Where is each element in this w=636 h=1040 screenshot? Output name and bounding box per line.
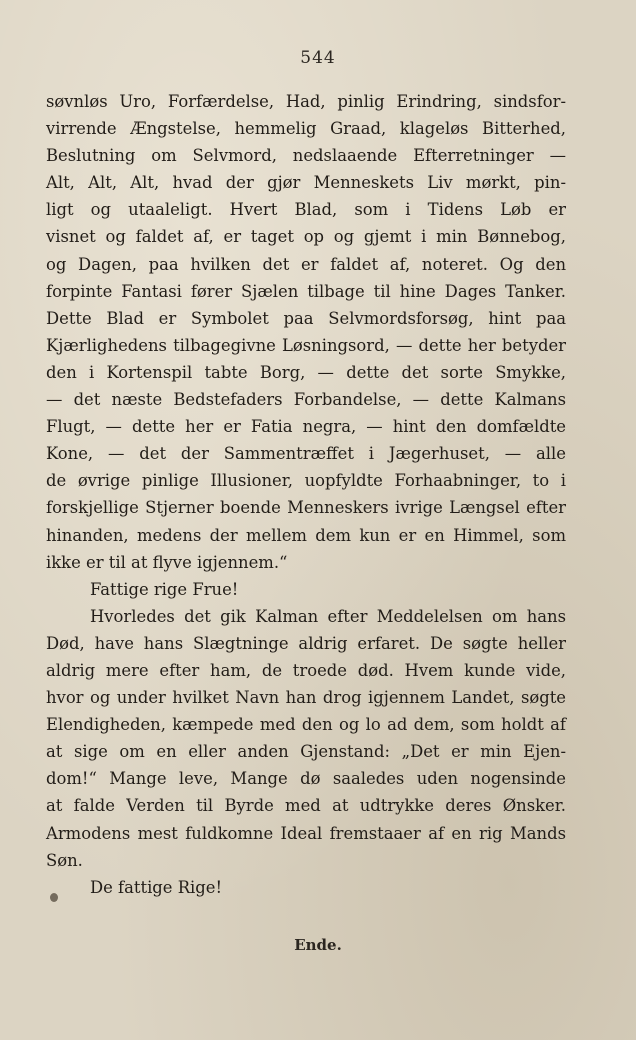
text-line: den i Kortenspil tabte Borg, — dette det sorte Smykke, <box>46 362 566 382</box>
text-line: Kjærlighedens tilbagegivne Løsningsord, — dette her betyder <box>46 335 566 355</box>
text-line: Elendigheden, kæmpede med den og lo ad dem, som holdt af <box>46 715 566 735</box>
text-line: Flugt, — dette her er Fatia negra, — hint den domfældte <box>46 417 566 437</box>
text-line: at sige om en eller anden Gjenstand: „Det er min Ejen- <box>46 742 566 762</box>
body-text <box>46 88 566 901</box>
ink-spot-mark <box>50 893 58 902</box>
text-line: Armodens mest fuldkomne Ideal fremstaaer af en rig Mands <box>46 823 566 843</box>
text-line: Fattige rige Frue! <box>90 579 239 599</box>
text-line: Alt, Alt, Alt, hvad der gjør Menneskets Liv mørkt, pin- <box>46 173 566 193</box>
text-line: aldrig mere efter ham, de troede død. Hvem kunde vide, <box>46 660 566 680</box>
text-line: ligt og utaaleligt. Hvert Blad, som i Tidens Løb er <box>46 200 566 220</box>
end-mark: Ende. <box>294 936 342 954</box>
text-line: og Dagen, paa hvilken det er faldet af, noteret. Og den <box>46 254 566 274</box>
text-line: Søn. <box>46 850 83 870</box>
text-line: Kone, — det der Sammentræffet i Jægerhuset, — alle <box>46 444 566 464</box>
text-line: forskjellige Stjerner boende Menneskers ivrige Længsel efter <box>46 498 566 518</box>
text-line: ikke er til at flyve igjennem.“ <box>46 552 288 572</box>
text-line: Beslutning om Selvmord, nedslaaende Efterretninger — <box>46 146 566 166</box>
text-line: hinanden, medens der mellem dem kun er en Himmel, som <box>46 525 566 545</box>
text-line: De fattige Rige! <box>90 877 223 897</box>
text-line: at falde Verden til Byrde med at udtrykke deres Ønsker. <box>46 796 566 816</box>
text-line: dom!“ Mange leve, Mange dø saaledes uden nogensinde <box>46 769 566 789</box>
text-line: Hvorledes det gik Kalman efter Meddelelsen om hans <box>90 606 566 626</box>
text-line: Dette Blad er Symbolet paa Selvmordsforsøg, hint paa <box>46 308 566 328</box>
text-line: forpinte Fantasi fører Sjælen tilbage til hine Dages Tanker. <box>46 281 566 301</box>
text-line: de øvrige pinlige Illusioner, uopfyldte Forhaabninger, to i <box>46 471 566 491</box>
text-line: visnet og faldet af, er taget op og gjemt i min Bønnebog, <box>46 227 566 247</box>
text-line: hvor og under hvilket Navn han drog igjennem Landet, søgte <box>46 688 566 708</box>
text-line: søvnløs Uro, Forfærdelse, Had, pinlig Erindring, sindsfor- <box>46 92 566 111</box>
text-line: virrende Ængstelse, hemmelig Graad, klageløs Bitterhed, <box>46 119 566 139</box>
page-number: 544 <box>300 48 336 68</box>
text-line: Død, have hans Slægtninge aldrig erfaret. De søgte heller <box>46 633 566 653</box>
text-line: — det næste Bedstefaders Forbandelse, — dette Kalmans <box>46 390 566 410</box>
